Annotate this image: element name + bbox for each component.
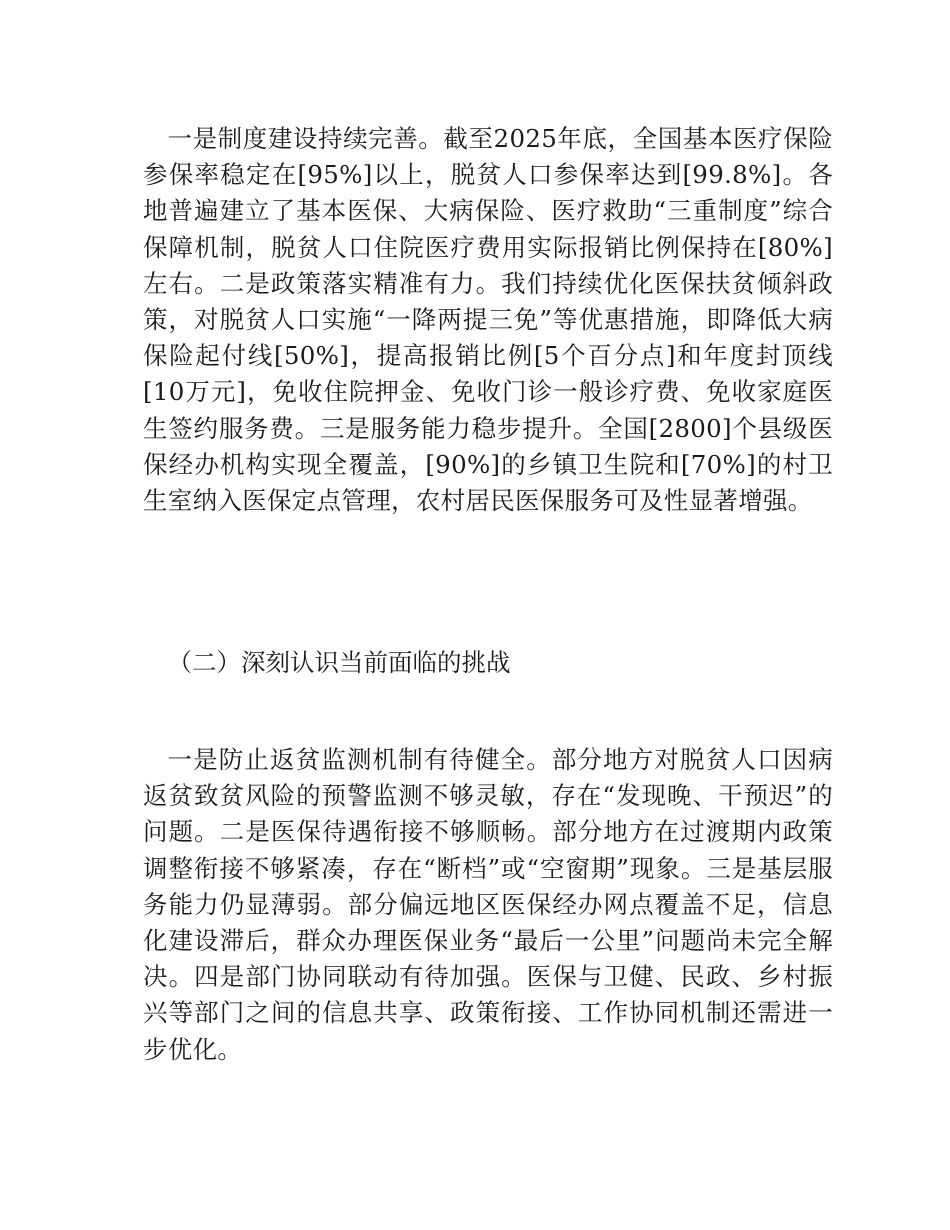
paragraph-challenges: 一是防止返贫监测机制有待健全。部分地方对脱贫人口因病返贫致贫风险的预警监测不够灵敏，存在“发现晚、干预迟”的问题。二是医保待遇衔接不够顺畅。部分地方在过渡期内政策调整衔接不够紧凑，存在“断档”或“空窗期”现象。三是基层服务能力仍显薄弱。部分偏远地区医保经办网点覆盖不足，信息化建设滞后，群众办理医保业务“最后一公里”问题尚未完全解决。四是部门协同联动有待加强。医保与卫健、民政、乡村振兴等部门之间的信息共享、政策衔接、工作协同机制还需进一步优化。 xyxy=(143,745,833,1064)
section-heading: （二）深刻认识当前面临的挑战 xyxy=(167,648,511,677)
paragraph-achievements: 一是制度建设持续完善。截至2025年底，全国基本医疗保险参保率稳定在[95%]以上，脱贫人口参保率达到[99.8%]。各地普遍建立了基本医保、大病保险、医疗救助“三重制度”综合保障机制，脱贫人口住院医疗费用实际报销比例保持在[80%]左右。二是政策落实精准有力。我们持续优化医保扶贫倾斜政策，对脱贫人口实施“一降两提三免”等优惠措施，即降低大病保险起付线[50%]，提高报销比例[5个百分点]和年度封顶线[10万元]，免收住院押金、免收门诊一般诊疗费、免收家庭医生签约服务费。三是服务能力稳步提升。全国[2800]个县级医保经办机构实现全覆盖，[90%]的乡镇卫生院和[70%]的村卫生室纳入医保定点管理，农村居民医保服务可及性显著增强。 xyxy=(143,124,833,516)
